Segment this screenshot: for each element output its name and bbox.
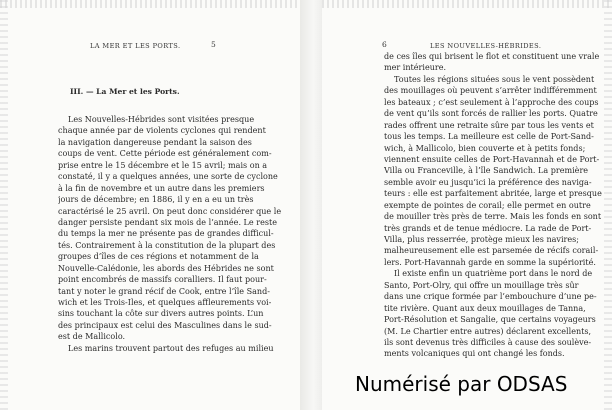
text-line: viennent ensuite celles de Port-Havannah et de Port- [384,154,600,164]
text-line: tite rivière. Quant aux deux mouillages de Tanna, [384,303,586,313]
text-line: prise entre le 15 décembre et le 15 avril; mais on a [58,160,268,170]
left-page-top-edge [0,0,300,8]
text-line: wich et les Trois-Iles, et quelques affleurements voi- [58,298,272,307]
text-line: danger persiste pendant six mois de l’année. Le reste [58,217,277,227]
text-line: des principaux est celui des Masculines dans le sud- [58,320,272,330]
right-page-top-edge [322,0,612,8]
text-line: ments volcaniques qui ont changé les fonds. [384,349,565,359]
text-line: jours de décembre; en 1886, il y en a eu un très [58,195,254,205]
text-line: Les Nouvelles-Hébrides sont visitées presque [68,115,255,124]
right-page-number: 6 [382,40,387,49]
text-line: Villa ou Franceville, à l’île Sandwich. La première [384,166,589,176]
text-line: Villa, plus resserrée, protège mieux les navires; [384,235,579,244]
text-line: coups de vent. Cette période est généralement com- [58,149,272,159]
text-line: Il existe enfin un quatrième port dans le nord de [394,269,593,279]
right-running-header: LES NOUVELLES-HÉBRIDES. [430,42,542,50]
text-line: des mouillages où peuvent s’arrêter indifféremment [384,86,597,96]
left-page-number: 5 [211,40,216,49]
text-line: sins touchant la côte sur divers autres points. L’un [58,309,264,319]
text-line: de ces îles qui brisent le flot et constituent une vrale [384,52,600,61]
text-line: (M. Le Chartier entre autres) déclarent excellents, [384,326,592,336]
text-line: mer intérieure. [384,63,447,73]
text-line: de mouiller très près de terre. Mais les fonds en sont [384,212,602,222]
text-line: la navigation dangereuse pendant la saison des [58,137,252,147]
text-line: à la fin de novembre et un autre dans les premiers [58,183,265,193]
text-line: Nouvelle-Calédonie, les abords des Hébrides ne sont [58,263,274,273]
right-page-text [384,51,612,360]
text-line: wich, à Mallicolo, bien couverte et à petits fonds; [384,143,586,153]
book-gutter [300,0,322,410]
left-running-header: LA MER ET LES PORTS. [90,42,181,50]
text-line: Port-Résolution et Sangalie, que certains voyageurs [384,315,596,325]
text-line: de vent qu’ils sont forcés de rallier les ports. Quatre [384,109,598,119]
text-line: dans une crique formée par l’embouchure d’une pe- [384,292,597,302]
text-line: lers. Port-Havannah garde en somme la supériorité. [384,257,596,267]
text-line: constaté, il y a quelques années, une sorte de cyclone [58,172,278,182]
text-line: ils sont devenus très difficiles à cause des soulève- [384,337,592,347]
text-line: chaque année par de violents cyclones qui rendent [58,126,266,136]
text-line: tous les temps. La meilleure est celle de Port-Sand- [384,132,594,142]
text-line: groupes d’îles de ces régions et notamment de la [58,252,259,262]
digitization-watermark: Numérisé par ODSAS [355,372,568,396]
text-line: Toutes les régions situées sous le vent possèdent [394,74,595,84]
left-page-text [58,114,290,354]
section-title: III. — La Mer et les Ports. [70,87,180,96]
text-line: tés. Contrairement à la constitution de la plupart des [58,240,276,250]
text-line: du temps la mer ne présente pas de grandes difficul- [58,229,274,239]
text-line: très grands et de tenue médiocre. La rade de Port- [384,223,592,233]
text-line: les bateaux ; c’est seulement à l’approche des coups [384,97,599,107]
text-line: Santo, Port-Olry, qui offre un mouillage très sûr [384,280,579,290]
text-line: point encombrés de massifs coralliers. Il faut pour- [58,275,267,285]
text-line: caractérisé le 25 avril. On peut donc considérer que le [58,206,282,216]
text-line: tant y noter le grand récif de Cook, entre l’île Sand- [58,286,270,296]
text-line: semble avoir eu jusqu’ici la préférence des naviga- [384,177,592,187]
text-line: Les marins trouvent partout des refuges au milieu [68,343,274,353]
left-page-outer-edge [0,0,8,410]
text-line: exempte de pointes de corail; elle permet en outre [384,200,591,210]
text-line: malheureusement elle est parsemée de récifs corail- [384,246,599,256]
text-line: est de Mallicolo. [58,332,126,342]
text-line: rades offrent une retraite sûre par tous les vents et [384,120,594,130]
text-line: teurs : elle est parfaitement abritée, large et presque [384,189,602,199]
